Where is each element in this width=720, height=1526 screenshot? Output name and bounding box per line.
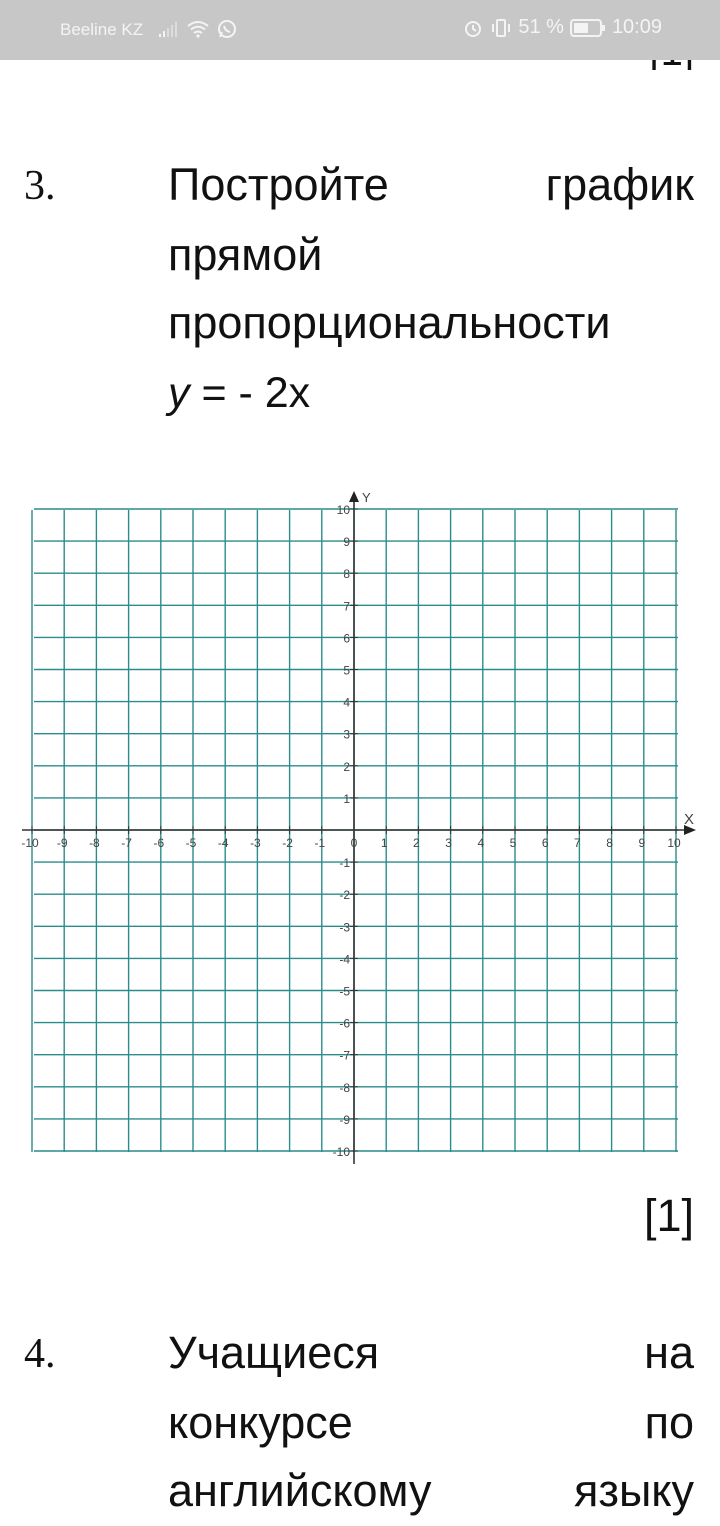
question-4-word: на (644, 1327, 694, 1378)
x-tick-label: -3 (250, 836, 261, 850)
y-tick-label: -7 (339, 1048, 350, 1063)
y-tick-label: 8 (343, 567, 350, 582)
question-4-word: конкурсе (168, 1397, 353, 1448)
y-tick-label: 6 (343, 631, 350, 646)
question-4-number: 4. (24, 1331, 56, 1377)
x-tick-label: -5 (185, 836, 197, 850)
x-tick-label: 6 (541, 836, 549, 850)
question-4-line-2 (168, 1388, 694, 1458)
x-tick-label: 0 (350, 836, 358, 850)
vibrate-icon (490, 17, 512, 39)
question-3-word: Постройте (168, 159, 389, 210)
alarm-icon (462, 17, 484, 39)
formula-variable: y (168, 369, 190, 417)
y-tick-label: -2 (339, 888, 350, 903)
y-tick-label: 7 (343, 599, 350, 614)
x-tick-label: -2 (282, 836, 293, 850)
y-tick-label: -3 (339, 920, 350, 935)
question-3-line-3: пропорциональности (168, 297, 611, 348)
y-tick-label: 10 (336, 503, 350, 517)
y-tick-label: 3 (343, 727, 350, 742)
y-axis-arrow (349, 491, 359, 502)
question-4-word: английскому (168, 1465, 432, 1516)
y-tick-label: -4 (339, 952, 350, 967)
question-4-word: Учащиеся (168, 1327, 380, 1378)
status-bar (0, 0, 720, 60)
question-4-line-1 (168, 1318, 694, 1388)
y-tick-label: -1 (339, 856, 350, 871)
score-mark: [1] (643, 1190, 694, 1241)
question-4-word: языку (573, 1465, 694, 1516)
x-tick-label: 8 (606, 836, 613, 850)
y-tick-label: -5 (339, 984, 350, 999)
question-3-word: график (545, 159, 694, 210)
question-4-word: по (644, 1397, 694, 1448)
x-tick-label: 4 (477, 836, 485, 850)
y-tick-label: -6 (339, 1016, 350, 1031)
y-tick-label: 2 (343, 759, 350, 774)
whatsapp-icon (216, 18, 238, 40)
question-3-number: 3. (24, 163, 56, 209)
x-tick-label: -8 (89, 836, 100, 850)
wifi-icon (186, 20, 210, 38)
x-tick-label: -4 (217, 836, 229, 850)
question-4-line-3 (168, 1456, 694, 1526)
question-3-line-1 (168, 150, 694, 220)
formula-expression: = - 2x (189, 369, 311, 417)
x-tick-label: -9 (56, 836, 68, 850)
question-3-line-2: прямой (168, 229, 323, 280)
y-tick-label: -8 (339, 1080, 350, 1095)
x-tick-label: 10 (667, 836, 681, 850)
x-tick-label: 9 (638, 836, 646, 850)
x-tick-label: -1 (314, 836, 326, 850)
y-tick-label: -10 (332, 1145, 350, 1159)
y-tick-label: 4 (343, 695, 350, 710)
carrier-name: Beeline KZ (60, 20, 144, 39)
x-tick-label: -6 (153, 836, 165, 850)
x-tick-label: -10 (21, 836, 39, 850)
x-tick-label: -7 (121, 836, 132, 850)
y-tick-label: -9 (339, 1112, 350, 1127)
question-3-formula (168, 358, 694, 428)
y-axis-label: Y (362, 490, 371, 505)
coordinate-grid-chart (0, 480, 720, 1180)
signal-icon (158, 20, 180, 38)
x-tick-label: 2 (413, 836, 420, 850)
x-tick-label: 1 (380, 836, 388, 850)
x-tick-label: 7 (574, 836, 581, 850)
clock: 10:09 (611, 16, 662, 38)
battery-icon (570, 18, 606, 38)
battery-percent: 51 % (518, 16, 564, 38)
y-tick-label: 5 (343, 663, 350, 678)
y-tick-label: 1 (343, 791, 350, 806)
x-tick-label: 5 (509, 836, 517, 850)
y-tick-label: 9 (343, 535, 350, 550)
x-axis-label: X (684, 811, 695, 828)
x-tick-label: 3 (445, 836, 452, 850)
